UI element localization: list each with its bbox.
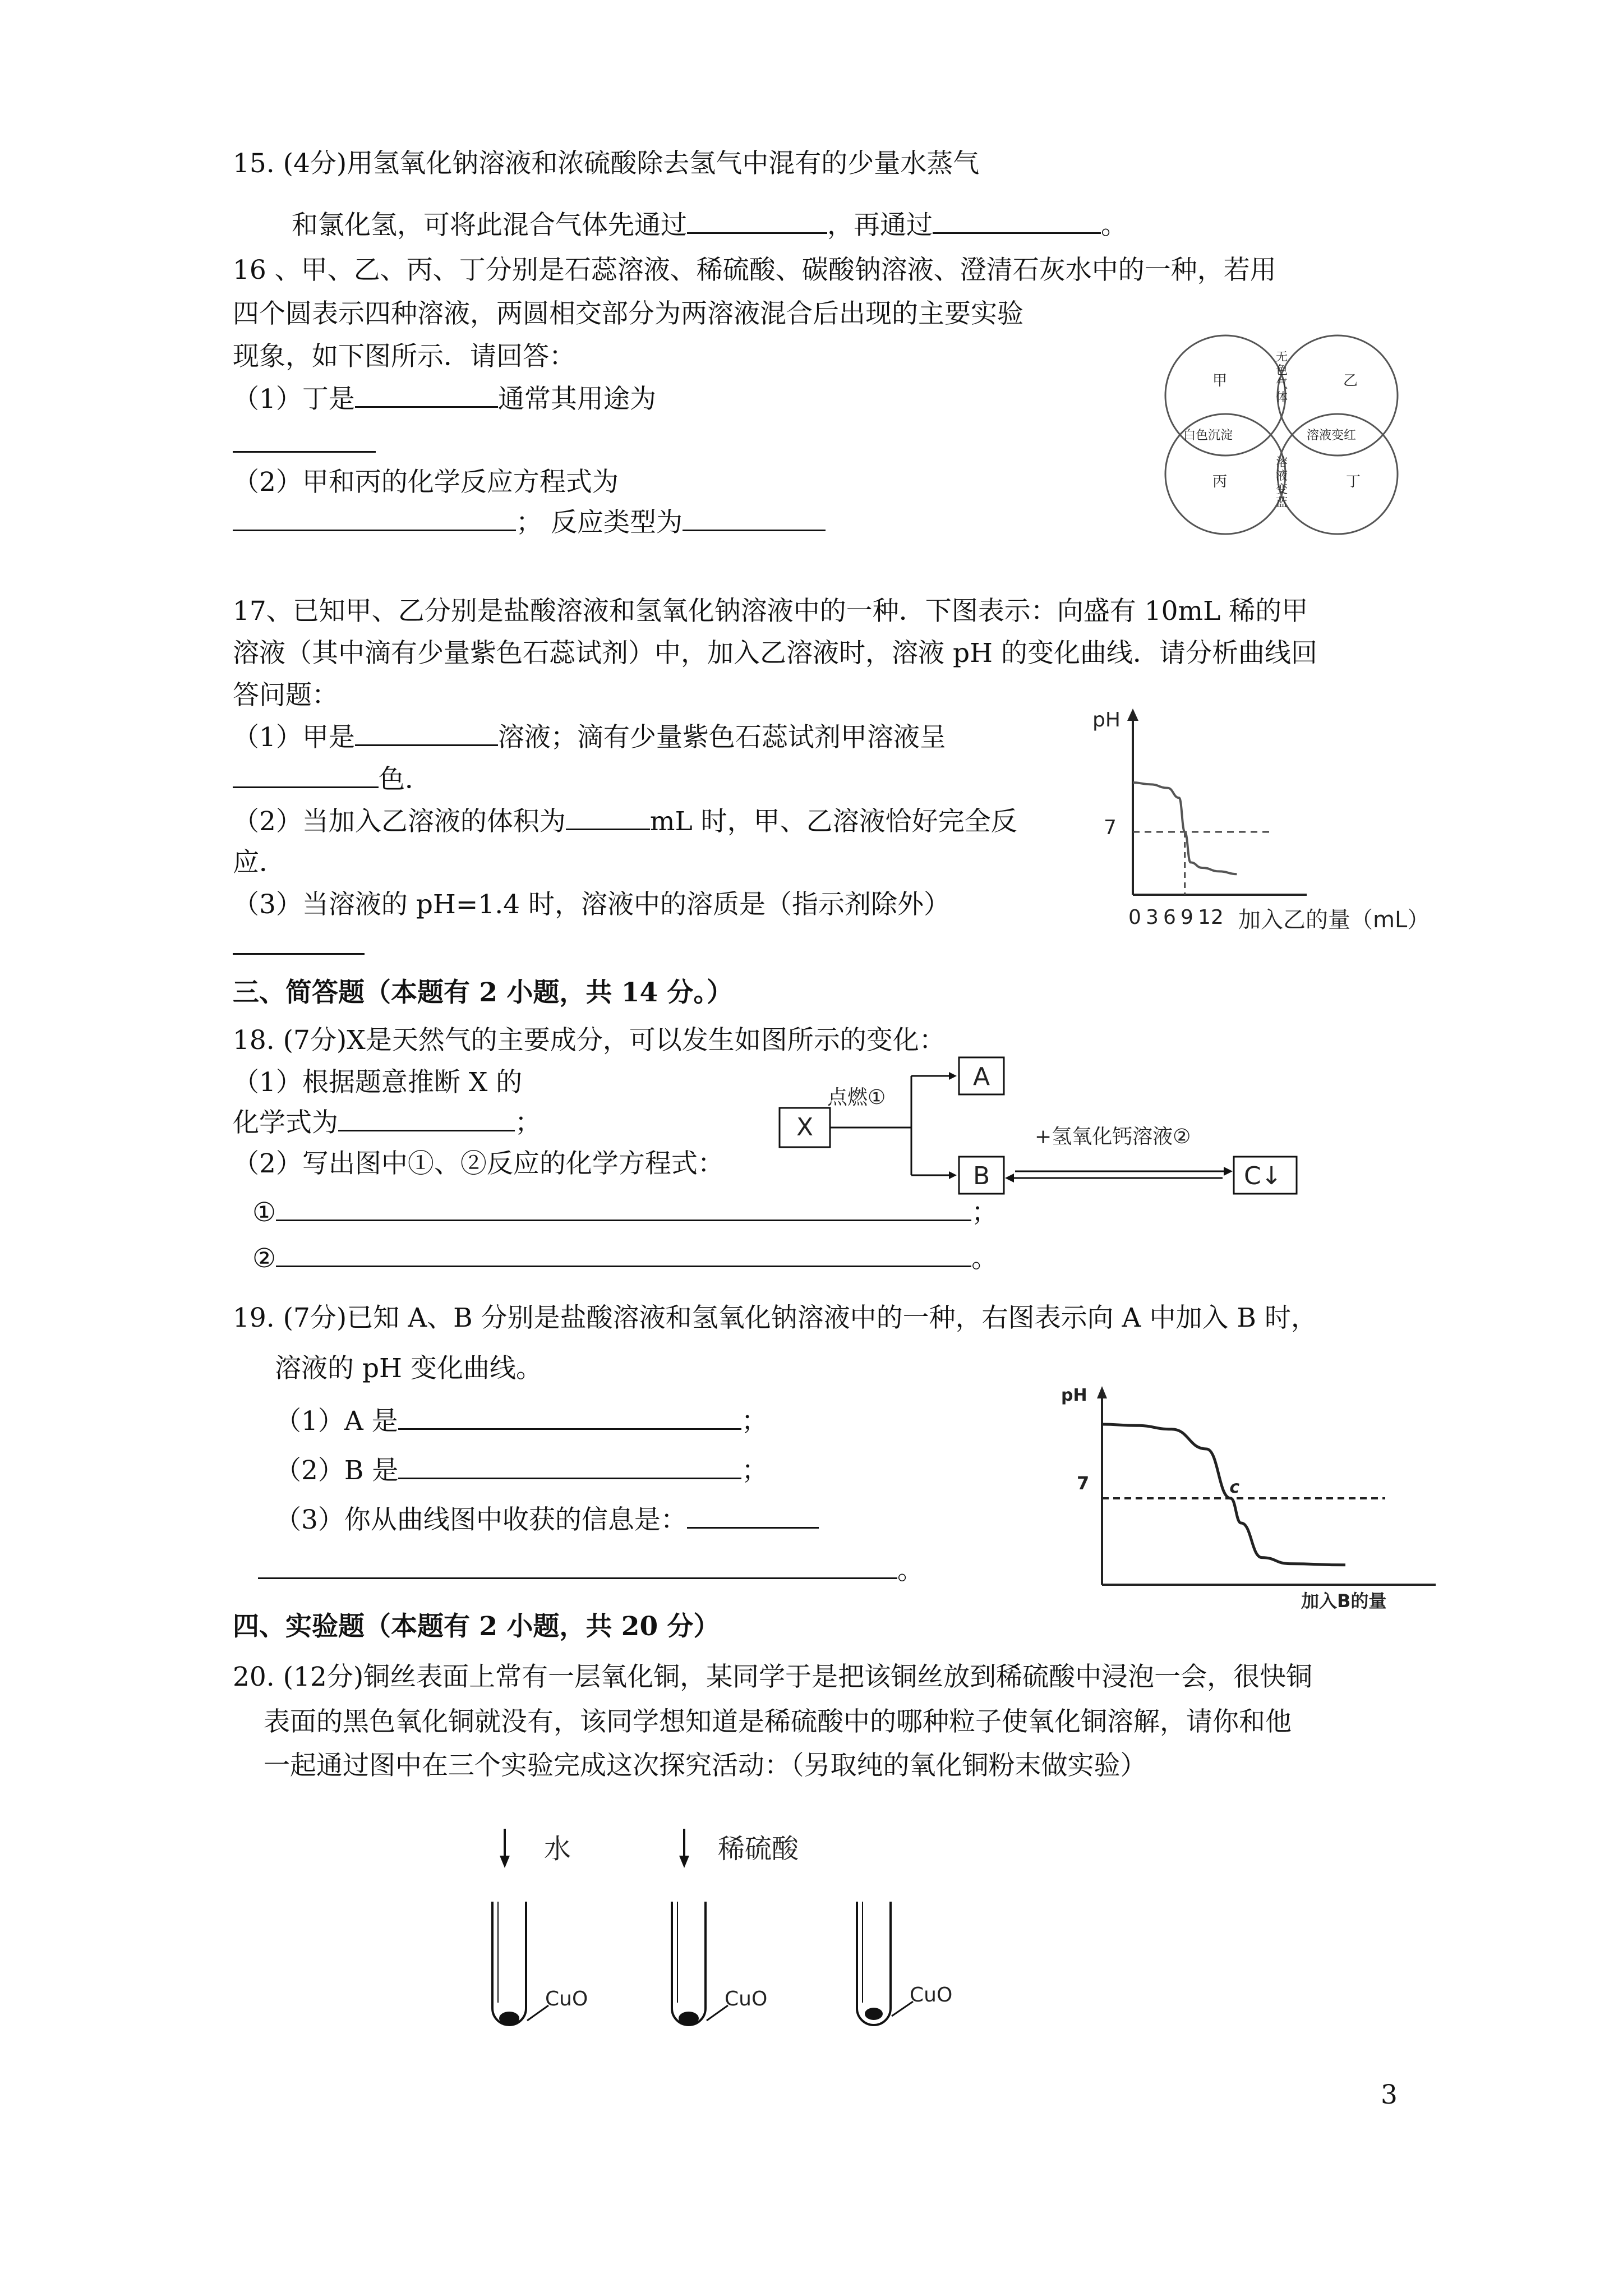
- chart1-xtick-6: 6: [1163, 906, 1176, 929]
- q17-part1-line2: [233, 762, 431, 797]
- box-a-label: A: [973, 1062, 990, 1091]
- q16-p1-text-b: 通常其用途为: [497, 384, 656, 415]
- tube3-cuo-label: CuO: [910, 1984, 953, 2007]
- chart1-y-arrow: [1127, 708, 1138, 721]
- q15-text-c: 。: [1101, 210, 1127, 241]
- q17-blank-solute[interactable]: [233, 928, 365, 955]
- section3-title: 三、简答题（本题有 2 小题，共 14 分。）: [233, 977, 734, 1008]
- chart1-curve: [1133, 783, 1237, 874]
- q18-blank-eq2[interactable]: [276, 1241, 971, 1267]
- q18-eq2-marker: ②: [252, 1243, 276, 1274]
- q16-part1: [233, 381, 656, 416]
- chart2-xlabel: 加入B的量: [1301, 1590, 1387, 1612]
- q15-line1: 15. (4分)用氢氧化钠溶液和浓硫酸除去氢气中混有的少量水蒸气: [233, 148, 980, 179]
- q16-blank-ding[interactable]: [355, 381, 498, 408]
- tube-1: [492, 1829, 588, 2025]
- tube1-cuo-powder: [499, 2012, 519, 2025]
- q16-line3: 现象，如下图所示．请回答：: [233, 341, 575, 372]
- page-number: 3: [1381, 2079, 1398, 2110]
- top-char-3: 气: [1276, 377, 1288, 390]
- arrow-to-b: [949, 1171, 957, 1179]
- q17-part2: [233, 804, 1017, 839]
- q19-p2-end: ；: [741, 1455, 768, 1486]
- q17-ph-chart: [1088, 704, 1492, 951]
- q16-p1-text: （1）丁是: [233, 384, 355, 415]
- q18-line1: 18. (7分)X是天然气的主要成分，可以发生如图所示的变化：: [233, 1025, 946, 1056]
- q15-blank-2[interactable]: [933, 208, 1101, 234]
- bottom-char-1: 溶: [1276, 455, 1288, 469]
- left-overlap-label: 白色沉淀: [1183, 429, 1233, 443]
- tube1-arrow-head: [500, 1856, 510, 1868]
- q17-p2-text: （2）当加入乙溶液的体积为: [233, 806, 566, 837]
- right-overlap-label: 溶液变红: [1307, 429, 1357, 443]
- q18-eq2-end: 。: [971, 1243, 998, 1274]
- q19-line1: 19. (7分)已知 A、B 分别是盐酸溶液和氢氧化钠溶液中的一种，右图表示向 A 中加入 B 时，: [233, 1303, 1317, 1333]
- q17-part2-line2: 应．: [233, 847, 285, 878]
- q18-eq1-row: [252, 1195, 998, 1230]
- q16-blank-type[interactable]: [683, 505, 826, 531]
- q16-line1: 16 、甲、乙、丙、丁分别是石蕊溶液、稀硫酸、碳酸钠溶液、澄清石灰水中的一种，若用: [233, 255, 1276, 286]
- tube1-cuo-label: CuO: [545, 1987, 588, 2010]
- chart1-xtick-9: 9: [1181, 906, 1193, 929]
- q17-p1-text-b: 溶液；滴有少量紫色石蕊试剂甲溶液呈: [497, 722, 946, 753]
- q18-eq1-marker: ①: [252, 1197, 276, 1228]
- q17-blank-color[interactable]: [233, 762, 379, 788]
- tube2-cuo-label: CuO: [725, 1987, 768, 2010]
- q16-p2-text-b: ； 反应类型为: [516, 507, 683, 538]
- q19-p1-end: ；: [741, 1406, 768, 1437]
- q18-part1-line2: [233, 1105, 541, 1140]
- tube2-arrow-head: [679, 1856, 689, 1868]
- q18-part2: （2）写出图中①、②反应的化学方程式：: [233, 1148, 724, 1179]
- chart1-xtick-3: 3: [1146, 906, 1159, 929]
- tube-3: [857, 1902, 952, 2025]
- q17-line2: 溶液（其中滴有少量紫色石蕊试剂）中，加入乙溶液时，溶液 pH 的变化曲线．请分析曲线回: [233, 638, 1317, 669]
- tube1-label: 水: [544, 1833, 571, 1865]
- q16-blank-use-row: [233, 426, 376, 461]
- q16-venn-diagram: [1150, 339, 1413, 530]
- q16-part2: （2）甲和丙的化学反应方程式为: [233, 467, 619, 498]
- q18-part1: （1）根据题意推断 X 的: [233, 1067, 523, 1098]
- q20-test-tubes: [482, 1823, 998, 2036]
- q17-p1-text-c: 色．: [379, 764, 431, 795]
- chart1-xtick-0: 0: [1128, 906, 1141, 929]
- chart1-xtick-12: 12: [1198, 906, 1224, 929]
- q19-blank-a[interactable]: [398, 1404, 741, 1430]
- chart1-ylabel: pH: [1092, 708, 1121, 731]
- q19-part2: [275, 1453, 768, 1488]
- q19-ph-chart: [1060, 1372, 1453, 1613]
- label-bing: 丙: [1212, 473, 1228, 490]
- top-char-4: 体: [1276, 390, 1288, 404]
- top-char-1: 无: [1276, 350, 1288, 364]
- tube2-cuo-powder: [679, 2012, 699, 2025]
- q19-part3-line2: [258, 1553, 924, 1588]
- q19-part1: [275, 1404, 768, 1438]
- arrow-to-a: [949, 1072, 957, 1080]
- q18-p1-text-b: 化学式为: [233, 1107, 338, 1138]
- q19-p1-text: （1）A 是: [275, 1406, 398, 1437]
- q20-line1: 20. (12分)铜丝表面上常有一层氧化铜，某同学于是把该铜丝放到稀硫酸中浸泡一会，很快铜: [233, 1662, 1313, 1692]
- bottom-char-4: 蓝: [1276, 496, 1288, 509]
- cond1-label: 点燃①: [827, 1086, 886, 1109]
- q19-line2: 溶液的 pH 变化曲线。: [275, 1353, 542, 1384]
- bottom-char-3: 变: [1276, 482, 1288, 496]
- q15-blank-1[interactable]: [687, 208, 827, 234]
- chart2-ylabel: pH: [1061, 1386, 1087, 1405]
- tube-2: [672, 1829, 799, 2025]
- chart1-ytick-7: 7: [1104, 816, 1117, 839]
- q19-blank-b[interactable]: [398, 1453, 741, 1479]
- q17-blank-volume[interactable]: [566, 804, 650, 830]
- tube2-label: 稀硫酸: [718, 1833, 799, 1865]
- q19-p3-text: （3）你从曲线图中收获的信息是：: [275, 1504, 687, 1535]
- q15-text-b: ，再通过: [827, 210, 933, 241]
- top-char-2: 色: [1276, 364, 1288, 377]
- q19-part3: [275, 1502, 819, 1537]
- q17-line3: 答问题：: [233, 680, 338, 711]
- q17-line1: 17、已知甲、乙分别是盐酸溶液和氢氧化钠溶液中的一种．下图表示：向盛有 10mL 稀的甲: [233, 596, 1308, 627]
- q19-p3-end: 。: [897, 1555, 924, 1586]
- q18-eq2-row: [252, 1241, 998, 1276]
- q19-blank-info-1[interactable]: [687, 1502, 819, 1529]
- arrow-to-b-back: [1005, 1174, 1014, 1182]
- q19-blank-info-2[interactable]: [258, 1553, 897, 1579]
- q15-line2: [292, 208, 1127, 242]
- box-x-label: X: [796, 1113, 814, 1142]
- q18-blank-formula[interactable]: [338, 1105, 515, 1131]
- q16-blank-use[interactable]: [233, 426, 376, 453]
- cond2-label: +氢氧化钙溶液②: [1035, 1125, 1191, 1148]
- chart1-xlabel: 加入乙的量（mL）: [1238, 907, 1430, 933]
- section4-title: 四、实验题（本题有 2 小题，共 20 分）: [233, 1611, 720, 1642]
- box-c-label: C↓: [1244, 1162, 1282, 1190]
- chart2-ytick-7: 7: [1077, 1473, 1090, 1494]
- tube3-cuo-powder: [865, 2008, 883, 2020]
- q20-line3: 一起通过图中在三个实验完成这次探究活动：（另取纯的氧化铜粉末做实验）: [264, 1750, 1147, 1781]
- q17-p2-text-b: mL 时，甲、乙溶液恰好完全反: [649, 806, 1017, 837]
- q16-line2: 四个圆表示四种溶液，两圆相交部分为两溶液混合后出现的主要实验: [233, 298, 1023, 329]
- chart2-point-c-label: c: [1229, 1478, 1240, 1497]
- q15-text-a: 和氯化氢，可将此混合气体先通过: [292, 210, 687, 241]
- q20-line2: 表面的黑色氧化铜就没有，该同学想知道是稀硫酸中的哪种粒子使氧化铜溶解，请你和他: [264, 1706, 1292, 1737]
- q17-part1: [233, 720, 946, 754]
- bottom-char-2: 液: [1276, 469, 1288, 482]
- q16-part2-line2: [233, 505, 826, 540]
- q18-blank-eq1[interactable]: [276, 1195, 971, 1221]
- box-b-label: B: [973, 1162, 990, 1190]
- q19-p2-text: （2）B 是: [275, 1455, 399, 1486]
- q18-eq1-end: ；: [971, 1197, 998, 1228]
- q17-p1-text: （1）甲是: [233, 722, 355, 753]
- label-ding: 丁: [1346, 473, 1361, 490]
- q17-part3: （3）当溶液的 pH=1.4 时，溶液中的溶质是（指示剂除外）: [233, 889, 950, 920]
- chart2-y-arrow: [1097, 1386, 1107, 1398]
- q17-part3-blank-row: [233, 928, 365, 963]
- chart2-curve: [1102, 1424, 1345, 1565]
- label-jia: 甲: [1212, 372, 1228, 389]
- q16-blank-equation[interactable]: [233, 505, 516, 531]
- q18-flow-diagram: [768, 1049, 1329, 1195]
- q17-blank-jia[interactable]: [355, 720, 498, 746]
- q18-p1-text-c: ；: [515, 1107, 541, 1138]
- arrow-to-c: [1224, 1167, 1233, 1176]
- label-yi: 乙: [1343, 372, 1358, 389]
